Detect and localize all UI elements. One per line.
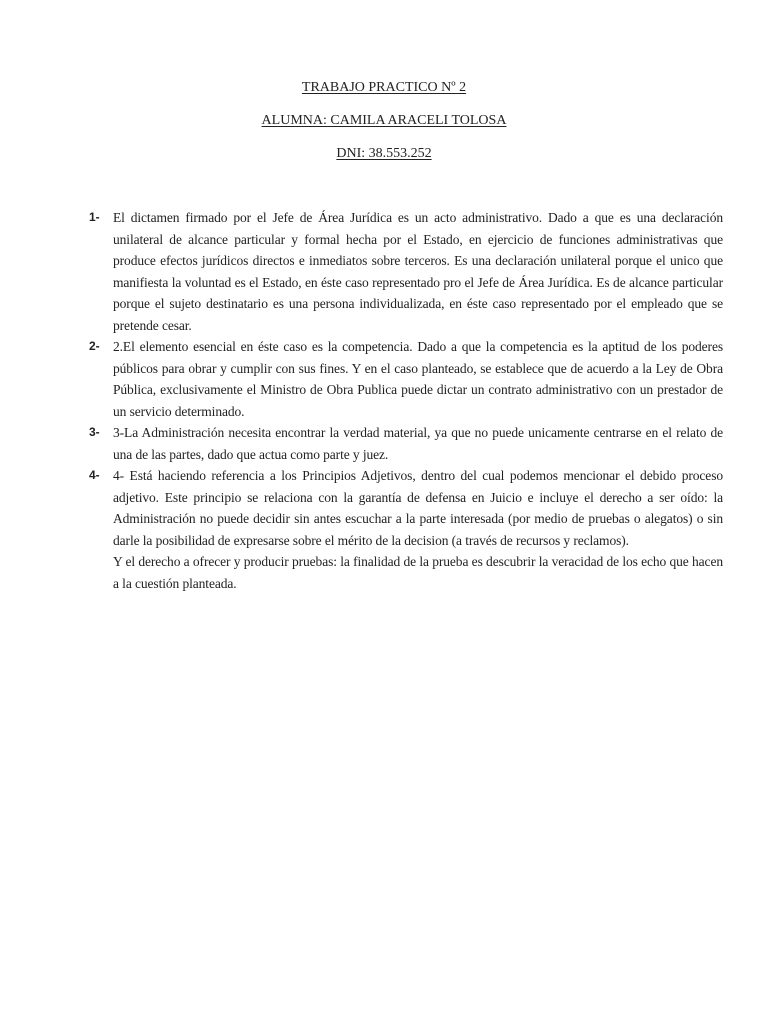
- list-item: [89, 336, 723, 422]
- list-item: [89, 207, 723, 336]
- list-item: [89, 422, 723, 465]
- list-item: [89, 465, 723, 594]
- item-paragraph: 4- Está haciendo referencia a los Principios Adjetivos, dentro del cual podemos mencionar el debido proceso adjetivo. Este principio se relaciona con la garantía de defensa en Juicio e incluye el derecho a ser oído: la Administración no puede decidir sin antes escuchar a la parte interesada (por medio de pruebas o alegatos) o sin darle la posibilidad de expresarse sobre el mérito de la decision (a través de recursos y reclamos).: [113, 468, 723, 548]
- item-number: 3-: [89, 425, 100, 439]
- item-paragraph: 2.El elemento esencial en éste caso es la competencia. Dado a que la competencia es la aptitud de los poderes públicos para obrar y cumplir con sus fines. Y en el caso planteado, se establece que de acuerdo a la Ley de Obra Pública, exclusivamente el Ministro de Obra Publica puede dictar un contrato administrativo con un prestador de un servicio determinado.: [113, 339, 723, 419]
- item-number: 4-: [89, 468, 100, 482]
- document-title: TRABAJO PRACTICO Nº 2: [301, 80, 467, 95]
- item-number: 2-: [89, 339, 100, 353]
- item-number: 1-: [89, 210, 100, 224]
- item-paragraph: 3-La Administración necesita encontrar la verdad material, ya que no puede unicamente centrarse en el relato de una de las partes, dado que actua como parte y juez.: [113, 425, 723, 462]
- item-paragraph: Y el derecho a ofrecer y producir pruebas: la finalidad de la prueba es descubrir la veracidad de los echo que hacen a la cuestión planteada.: [113, 554, 723, 591]
- student-dni: DNI: 38.553.252: [336, 146, 432, 161]
- answer-list: [89, 207, 723, 594]
- student-name: ALUMNA: CAMILA ARACELI TOLOSA: [261, 113, 507, 128]
- item-paragraph: El dictamen firmado por el Jefe de Área Jurídica es un acto administrativo. Dado a que es una declaración unilateral de alcance particular y formal hecha por el Estado, en ejercicio de funciones administrativas que produce efectos jurídicos directos e inmediatos sobre terceros. Es una declaración unilateral porque el unico que manifiesta la voluntad es el Estado, en éste caso representado pro el Jefe de Área Jurídica. Es de alcance particular porque el sujeto destinatario es una persona individualizada, en éste caso representado por el empleado que se pretende cesar.: [113, 210, 723, 333]
